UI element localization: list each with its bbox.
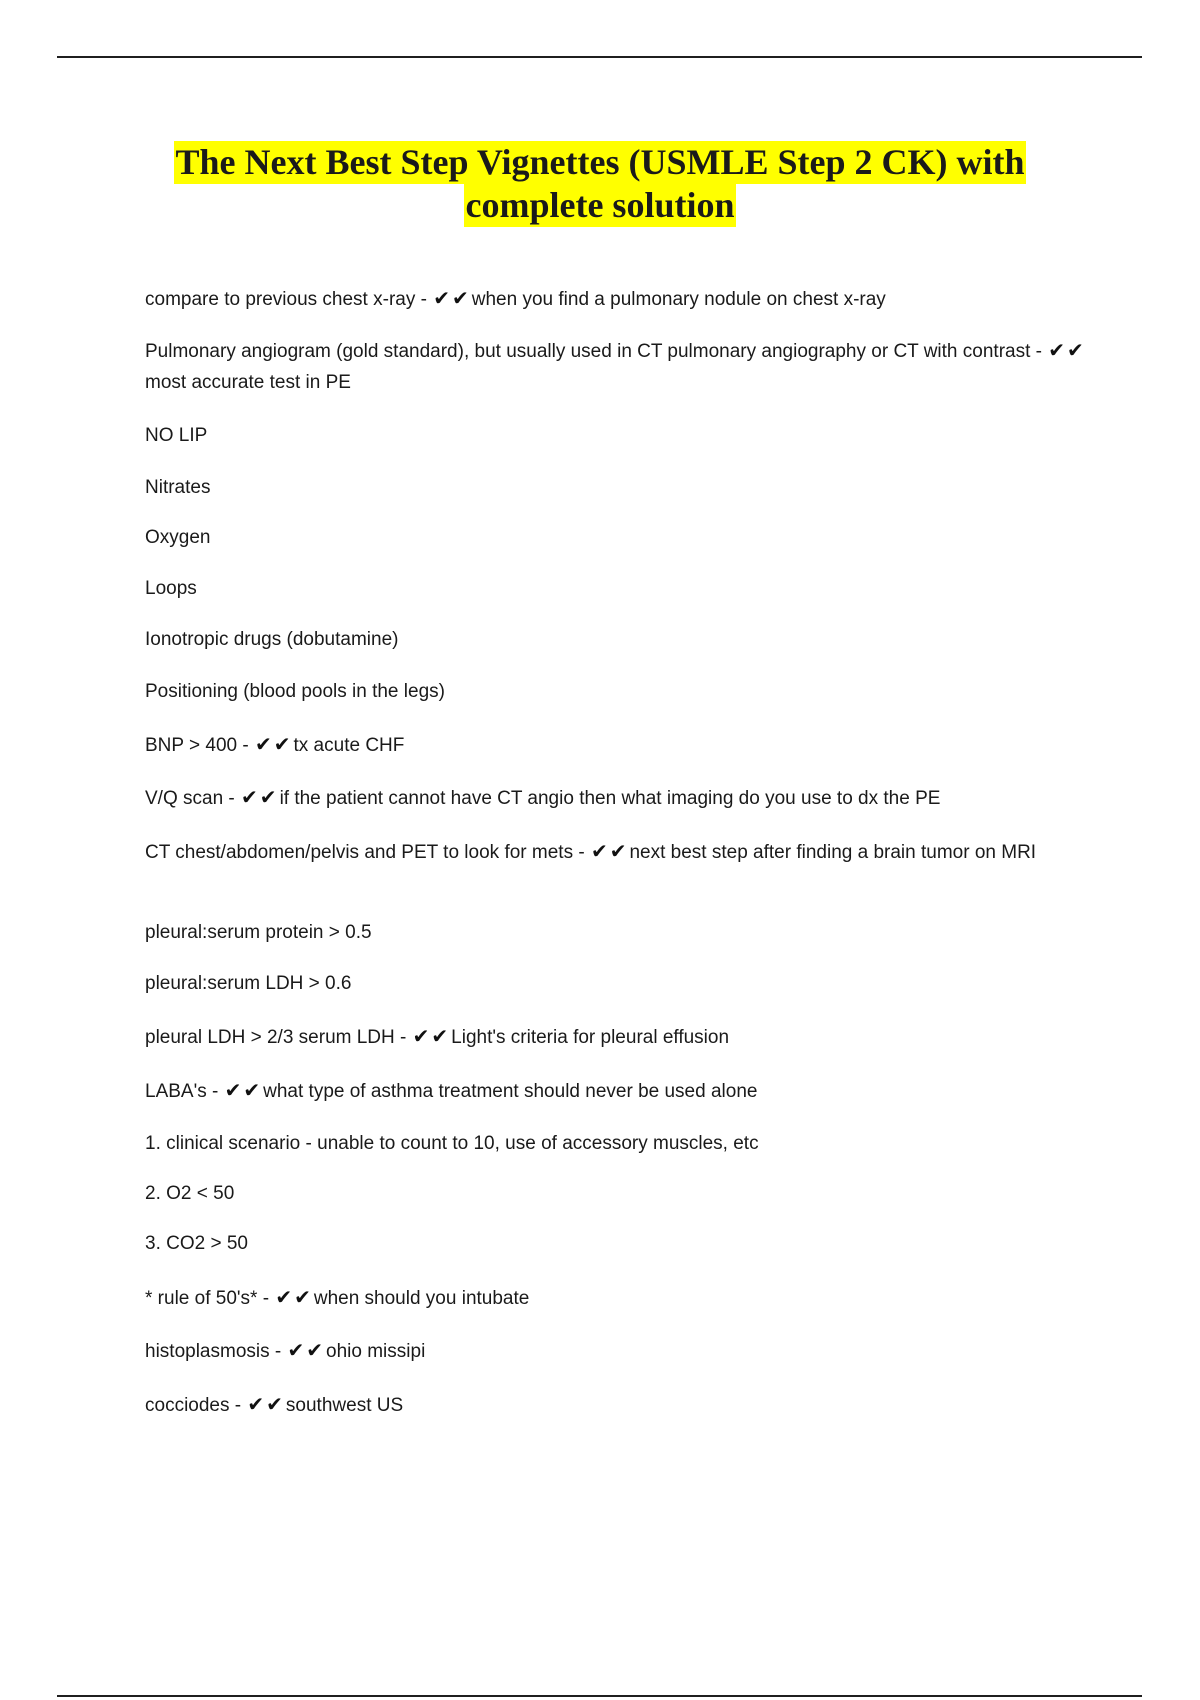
top-rule	[57, 56, 1142, 58]
entry-term: pleural:serum protein > 0.5	[145, 922, 372, 943]
entry-term: Nitrates	[145, 477, 211, 498]
flashcard-entry	[145, 1228, 1090, 1259]
check-icon: ✔	[609, 839, 627, 863]
entry-term: LABA's -	[145, 1081, 219, 1102]
title-line-1: The Next Best Step Vignettes (USMLE Step 2 CK) with	[175, 142, 1025, 182]
check-icons	[432, 286, 470, 310]
flashcard-entry	[145, 836, 1090, 868]
check-icons	[254, 732, 292, 756]
check-icon: ✔	[412, 1024, 430, 1048]
flashcard-entry	[145, 1128, 1090, 1159]
check-icon: ✔	[247, 1392, 265, 1416]
bottom-rule	[57, 1695, 1142, 1697]
check-icon: ✔	[243, 1078, 261, 1102]
check-icon: ✔	[1067, 338, 1084, 362]
entry-term: 2. O2 < 50	[145, 1183, 235, 1204]
check-icon: ✔	[254, 732, 272, 756]
check-icons	[412, 1024, 450, 1048]
flashcard-entry	[145, 782, 1090, 814]
check-icons	[246, 1392, 284, 1416]
entry-term: NO LIP	[145, 425, 208, 446]
check-icon: ✔	[306, 1338, 324, 1362]
flashcard-entry	[145, 472, 1090, 503]
flashcard-entry	[145, 283, 1090, 315]
entry-term: Oxygen	[145, 527, 211, 548]
entry-term: pleural LDH > 2/3 serum LDH -	[145, 1027, 407, 1048]
entry-term: Ionotropic drugs (dobutamine)	[145, 629, 399, 650]
check-icon: ✔	[241, 785, 258, 809]
flashcard-entry	[145, 1335, 1090, 1367]
entry-term: BNP > 400 -	[145, 735, 249, 756]
check-icon: ✔	[433, 286, 450, 310]
entry-term: pleural:serum LDH > 0.6	[145, 973, 352, 994]
flashcard-entry	[145, 335, 1090, 398]
flashcard-entry	[145, 1178, 1090, 1209]
check-icon: ✔	[287, 1338, 305, 1362]
entry-answer: when should you intubate	[313, 1288, 530, 1309]
entry-term: Loops	[145, 578, 197, 599]
entry-answer: what type of asthma treatment should never be used alone	[263, 1081, 758, 1102]
title-line-2: complete solution	[465, 185, 735, 225]
entry-answer: Light's criteria for pleural effusion	[451, 1027, 730, 1048]
flashcard-entry	[145, 917, 1090, 948]
flashcard-entry	[145, 573, 1090, 604]
check-icon: ✔	[1048, 338, 1066, 362]
check-icons	[590, 839, 628, 863]
entry-term: Pulmonary angiogram (gold standard), but usually used in CT pulmonary angiography or CT with contrast -	[145, 341, 1042, 362]
entry-answer: when you find a pulmonary nodule on chest x-ray	[471, 289, 886, 310]
check-icon: ✔	[590, 839, 608, 863]
entry-answer: if the patient cannot have CT angio then what imaging do you use to dx the PE	[279, 788, 941, 809]
check-icon: ✔	[294, 1285, 311, 1309]
check-icon: ✔	[273, 732, 291, 756]
flashcard-entry	[145, 676, 1090, 707]
check-icon: ✔	[431, 1024, 449, 1048]
check-icons	[224, 1078, 262, 1102]
entry-answer: ohio missipi	[326, 1341, 426, 1362]
flashcard-entry	[145, 522, 1090, 553]
check-icons	[240, 785, 278, 809]
entry-term: Positioning (blood pools in the legs)	[145, 681, 445, 702]
flashcard-entry	[145, 1389, 1090, 1421]
flashcard-entry	[145, 729, 1090, 761]
entry-answer: tx acute CHF	[293, 735, 405, 756]
flashcard-entry	[145, 624, 1090, 655]
check-icons	[274, 1285, 312, 1309]
check-icon: ✔	[452, 286, 469, 310]
entry-answer: next best step after finding a brain tumor on MRI	[629, 842, 1037, 863]
entry-term: compare to previous chest x-ray -	[145, 289, 427, 310]
flashcard-entry	[145, 968, 1090, 999]
entry-answer: most accurate test in PE	[145, 372, 351, 393]
entry-term: cocciodes -	[145, 1395, 242, 1416]
check-icon: ✔	[275, 1285, 293, 1309]
flashcard-entry	[145, 1282, 1090, 1314]
check-icons	[1047, 338, 1085, 362]
entry-term: V/Q scan -	[145, 788, 235, 809]
entry-term: histoplasmosis -	[145, 1341, 282, 1362]
entry-term: 3. CO2 > 50	[145, 1233, 248, 1254]
check-icon: ✔	[266, 1392, 283, 1416]
check-icon: ✔	[259, 785, 277, 809]
document-title	[0, 141, 1200, 227]
entry-term: CT chest/abdomen/pelvis and PET to look for mets -	[145, 842, 585, 863]
check-icons	[287, 1338, 325, 1362]
entry-term: 1. clinical scenario - unable to count to 10, use of accessory muscles, etc	[145, 1133, 759, 1154]
entry-answer: southwest US	[285, 1395, 404, 1416]
flashcard-entry	[145, 420, 1090, 451]
flashcard-entry	[145, 1021, 1090, 1053]
check-icon: ✔	[224, 1078, 242, 1102]
entry-term: * rule of 50's* -	[145, 1288, 270, 1309]
flashcard-entry	[145, 1075, 1090, 1107]
